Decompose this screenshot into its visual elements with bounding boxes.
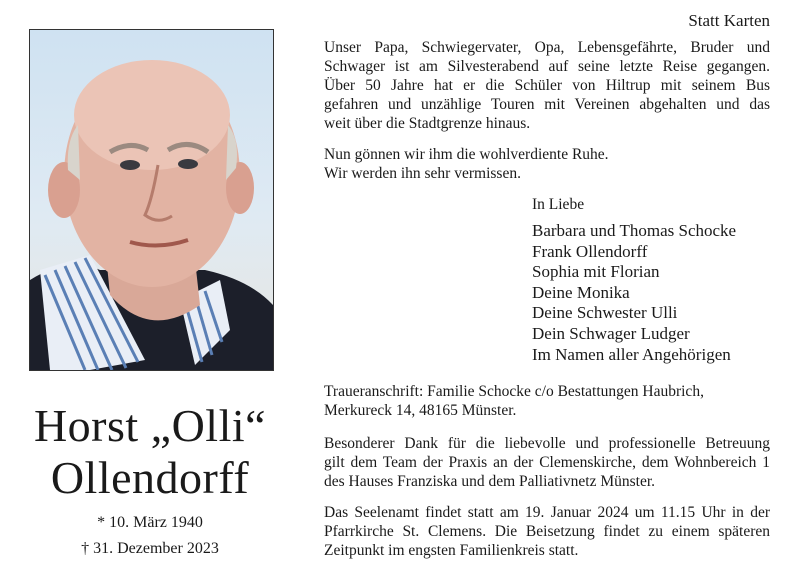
- mourners-list: [532, 221, 736, 365]
- text-line: des Hauses Franziska und dem Palliativnetz Münster.: [324, 473, 656, 490]
- mourner-name: Im Namen aller Angehörigen: [532, 344, 731, 364]
- mourner-name: Deine Monika: [532, 282, 630, 302]
- mourner-name: Barbara und Thomas Schocke: [532, 221, 737, 240]
- portrait-illustration: [30, 30, 273, 370]
- text-line: Zeitpunkt im engsten Familienkreis statt.: [324, 542, 579, 559]
- text-line: Pfarrkirche St. Clemens. Die Beisetzung findet zu einem späteren: [324, 523, 770, 540]
- text-line: gefahren und unzählige Touren mit Vereinen abgehalten und das: [324, 96, 770, 113]
- mourner-name: Dein Schwager Ludger: [532, 323, 690, 343]
- deceased-name-line1: Horst „Olli“: [33, 400, 267, 451]
- text-line: Nun gönnen wir ihm die wohlverdiente Ruhe.: [324, 146, 609, 163]
- birth-date: * 10. März 1940: [97, 514, 203, 531]
- rest-paragraph: [324, 145, 770, 183]
- text-line: Über 50 Jahre hat er die Schüler von Hiltrup mit seinem Bus: [324, 77, 770, 94]
- mourner-name: Sophia mit Florian: [532, 262, 660, 282]
- text-line: Traueranschrift: Familie Schocke c/o Bestattungen Haubrich,: [324, 383, 704, 400]
- portrait-photo: [29, 29, 274, 371]
- mourner-name: Frank Ollendorff: [532, 241, 648, 261]
- text-line: Wir werden ihn sehr vermissen.: [324, 165, 521, 182]
- intro-paragraph: [324, 38, 770, 133]
- thanks-paragraph: [324, 434, 770, 491]
- address-paragraph: [324, 382, 770, 420]
- text-line: Unser Papa, Schwiegervater, Opa, Lebensgefährte, Bruder und: [324, 39, 770, 56]
- death-date: † 31. Dezember 2023: [81, 540, 219, 557]
- text-line: Besonderer Dank für die liebevolle und professionelle Betreuung: [324, 435, 770, 452]
- service-paragraph: [324, 503, 770, 560]
- in-liebe-label: In Liebe: [532, 196, 585, 213]
- text-line: Das Seelenamt findet statt am 19. Januar 2024 um 11.15 Uhr in der: [324, 504, 770, 521]
- statt-karten-heading: Statt Karten: [688, 11, 770, 30]
- text-line: gilt dem Team der Praxis an der Clemenskirche, dem Wohnbereich 1: [324, 454, 770, 471]
- text-line: Schwager ist am Silvesterabend auf seine letzte Reise gegangen.: [324, 58, 770, 75]
- text-line: weit über die Stadtgrenze hinaus.: [324, 115, 531, 132]
- text-line: Merkureck 14, 48165 Münster.: [324, 402, 517, 419]
- deceased-name-line2: Ollendorff: [50, 452, 250, 503]
- mourner-name: Deine Schwester Ulli: [532, 303, 678, 323]
